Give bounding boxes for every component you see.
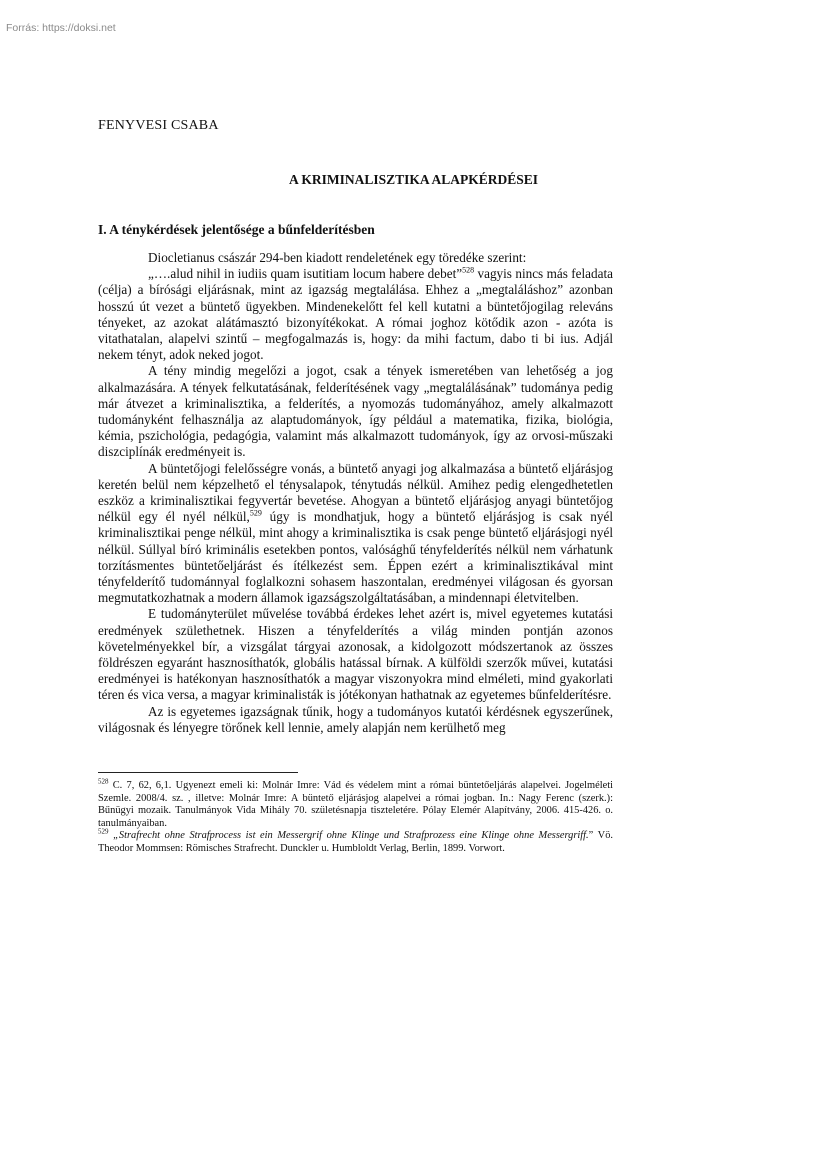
paragraph-4 [98,461,613,607]
paragraph-6: Az is egyetemes igazságnak tűnik, hogy a tudományos kutatói kérdésnek egyszerűnek, világosnak és lényegre törőnek kell lennie, amely alapján nem kerülhető meg [98,703,613,735]
footnote-divider [98,772,298,773]
footnotes [98,777,613,856]
footnote-529 [98,827,613,855]
footnote-number-529: 529 [98,827,109,836]
paragraph-4-text-a: A büntetőjogi felelősségre vonás, a büntető anyagi jog alkalmazása a büntető eljárásjog keretén belül nem képzelhető el ténysalapok, ténytudás nélkül. Amihez pedig elengedhetetlen eszköz a kriminalisztikai fegyvertár bevetése. Ahogyan a büntető eljárásjog anyagi büntetőjog nélkül egy él nyél nélkül, [98,460,613,525]
author-name: FENYVESI CSABA [98,118,219,133]
source-label: Forrás: https://doksi.net [6,22,116,34]
footnote-number-528: 528 [98,777,109,786]
latin-quote: „….alud nihil in iudiis quam isutitiam locum habere debet” [148,266,463,282]
section-heading: I. A ténykérdések jelentősége a bűnfelderítésben [98,222,375,237]
footnote-528-text: C. 7, 62, 6,1. Ugyenezt emeli ki: Molnár Imre: Vád és védelem mint a római büntetőeljárás alapelvei. Jogelméleti Szemle. 2008/4. sz. , illetve: Molnár Imre: A büntető eljárásjog alapelvei a római jogban. In.: Nagy Ferenc (szerk.): Bűnügyi mozaik. Tanulmányok Vida Mihály 70. születésnapja tiszteletére. Pólay Elemér Alapítvány, 2006. 415-426. o. tanulmányaiban. [98,780,613,829]
footnote-ref-529[interactable]: 529 [249,508,262,518]
article-title: A KRIMINALISZTIKA ALAPKÉRDÉSEI [288,172,539,187]
paragraph-2 [98,266,613,363]
footnote-529-text: ” Vö. Theodor Mommsen: Römisches Strafrecht. Dunckler u. Humbloldt Verlag, Berlin, 1899. Vorwort. [98,830,613,854]
paragraph-4-text-b: úgy is mondhatjuk, hogy a büntető eljárásjog is csak nyél kriminalisztikai penge nélkül, mint ahogy a kriminalisztika is csak penge büntető eljárásjogi nyél nélkül. Súllyal bíró kriminális esetekben pontos, valósághű tényfelderítés nélkül nem várhatunk torzításmentes büntetőeljárást és ítélkezést sem. Éppen ezért a kriminalisztikával mint tényfelderítő tudománnyal foglalkozni sohasem haszontalan, eredményei világosan és gyorsan megmutatkozhatnak a modern államok igazságszolgáltatásában, a mindennapi életvitelben. [98,509,614,606]
footnote-529-quote: „Strafrecht ohne Strafprocess ist ein Messergrif ohne Klinge und Strafprozess eine Klinge ohne Messergriff. [108,830,589,842]
footnote-ref-528[interactable]: 528 [462,265,475,275]
paragraph-2-text: vagyis nincs más feladata (célja) a bírósági eljárásnak, mint az igazság megtalálása. Ehhez a „megtaláláshoz” azonban hosszú út vezet a büntető ügyekben. Mindenekelőtt fel kell kutatni a büntetőjogilag releváns tényeket, az azokat alátámasztó bizonyítékokat. A római joghoz kötődik azon - azóta is vitathatalan, alapelvi szintű – megfogalmazás is, hogy: da mihi factum, dabo ti bi ius. Adjál nekem tényt, adok neked jogot. [98,266,613,363]
paragraph-3: A tény mindig megelőzi a jogot, csak a tények ismeretében van lehetőség a jog alkalmazására. A tények felkutatásának, felderítésének vagy „megtalálásának” tudománya pedig már átvezet a kriminalisztika, a felderítés, a nyomozás tudományához, amely alkalmazott tudományként felhasználja az alaptudományok, így például a matematika, fizika, biológia, kémia, pszichológia, pedagógia, valamint más alkalmazott tudományok, így az orvosi-műszaki diszciplínák eredményeit is. [98,363,613,460]
paragraph-1: Diocletianus császár 294-ben kiadott rendeletének egy töredéke szerint: [148,250,527,265]
paragraph-5: E tudományterület művelése továbbá érdekes lehet azért is, mivel egyetemes kutatási eredmények születhetnek. Hiszen a tényfelderítés a világ minden pontján azonos követelményekkel bír, a vizsgálat tárgyai azonosak, a kidolgozott módszertanok az összes földrészen egyaránt hasznosíthatók, globális hatással bírnak. A külföldi szerzők művei, kutatási eredményei is hatékonyan hasznosíthatók a magyar viszonyokra mind elméleti, mind gyakorlati téren és vica versa, a magyar kriminalisták is jótékonyan hathatnak az egyetemes bűnfelderítésre. [98,606,613,703]
footnote-528 [98,777,613,830]
article-body [98,250,613,736]
